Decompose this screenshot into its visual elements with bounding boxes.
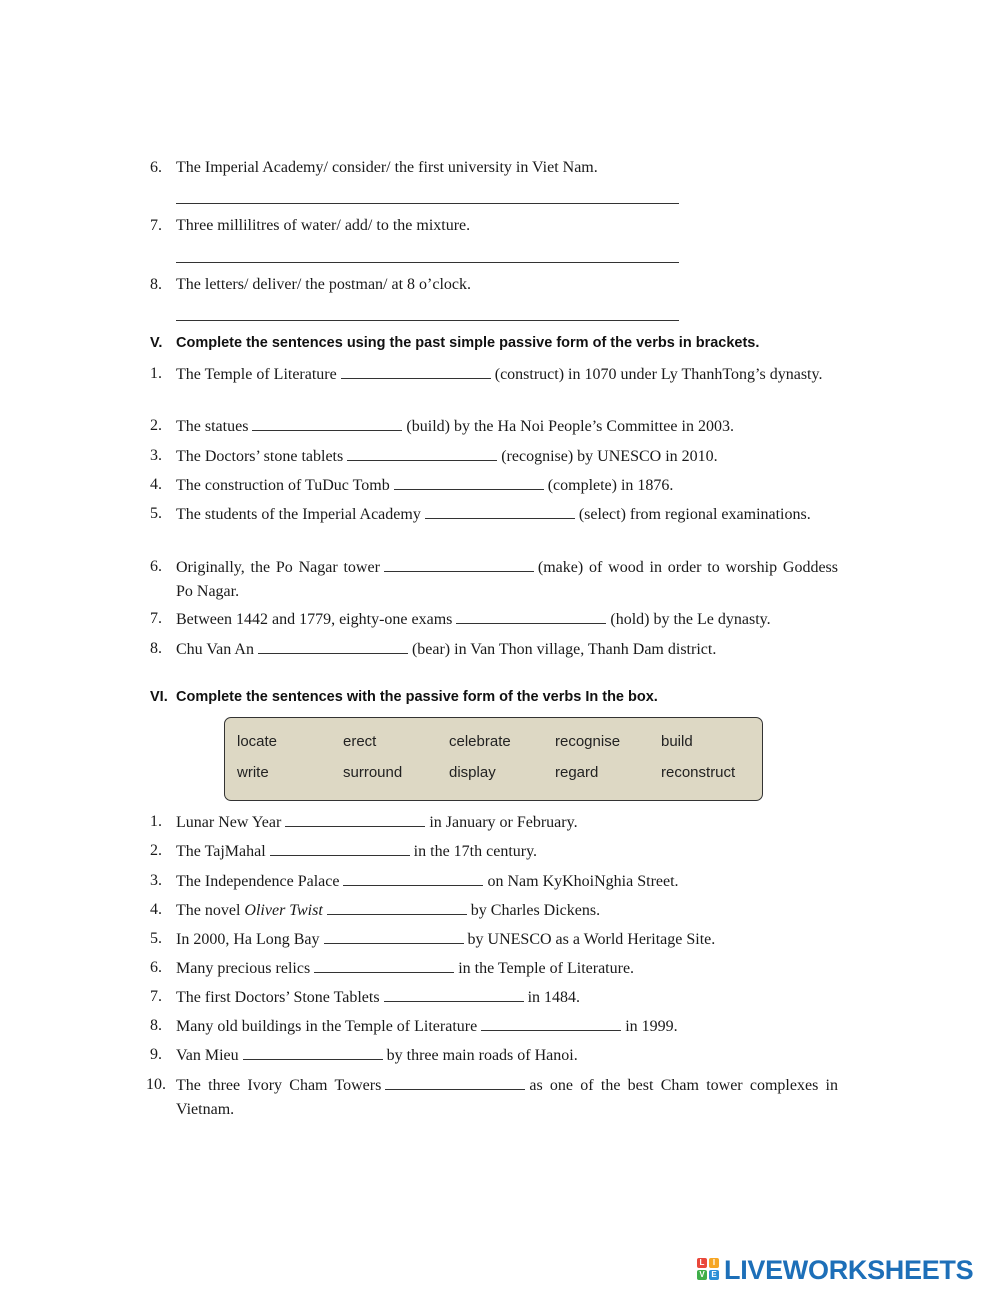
word-box-item: erect	[343, 733, 377, 750]
answer-blank[interactable]	[343, 869, 483, 886]
sentence-item: 7. Three millilitres of water/ add/ to the mixture.	[150, 217, 471, 234]
answer-blank[interactable]	[394, 473, 544, 490]
sentence-item: 2. The TajMahal in the 17th century.	[150, 839, 838, 864]
sentence-item: 5. The students of the Imperial Academy (select) from regional examinations.	[150, 502, 838, 527]
answer-blank[interactable]	[384, 555, 534, 572]
answer-blank[interactable]	[347, 444, 497, 461]
logo-blocks-icon: L I V E	[697, 1258, 721, 1282]
answer-blank[interactable]	[385, 1073, 525, 1090]
word-box-item: reconstruct	[661, 764, 736, 781]
word-box-item: celebrate	[449, 733, 511, 750]
sentence-item: 2. The statues (build) by the Ha Noi People’s Committee in 2003.	[150, 414, 838, 439]
answer-blank[interactable]	[384, 985, 524, 1002]
answer-line[interactable]	[176, 262, 679, 263]
section-heading: V. Complete the sentences using the past simple passive form of the verbs in brackets.	[150, 335, 760, 351]
answer-blank[interactable]	[425, 502, 575, 519]
answer-blank[interactable]	[270, 839, 410, 856]
answer-blank[interactable]	[243, 1043, 383, 1060]
word-box-item: regard	[555, 764, 599, 781]
sentence-item: 8. Chu Van An (bear) in Van Thon village, Thanh Dam district.	[150, 637, 838, 662]
sentence-item: 8. The letters/ deliver/ the postman/ at 8 o’clock.	[150, 276, 472, 293]
answer-blank[interactable]	[252, 414, 402, 431]
answer-blank[interactable]	[314, 956, 454, 973]
answer-blank[interactable]	[324, 927, 464, 944]
word-box	[224, 717, 763, 801]
sentence-item: 7. Between 1442 and 1779, eighty-one exams (hold) by the Le dynasty.	[150, 607, 838, 632]
word-box-item: display	[449, 764, 496, 781]
answer-blank[interactable]	[456, 607, 606, 624]
answer-blank[interactable]	[285, 810, 425, 827]
sentence-item: 9. Van Mieu by three main roads of Hanoi.	[150, 1043, 838, 1068]
word-box-item: locate	[237, 733, 278, 750]
section-heading: VI. Complete the sentences with the passive form of the verbs In the box.	[150, 689, 658, 705]
sentence-item: 6. Many precious relics in the Temple of Literature.	[150, 956, 838, 981]
answer-line[interactable]	[176, 203, 679, 204]
liveworksheets-logo	[697, 1255, 997, 1285]
word-box-item: write	[237, 764, 269, 781]
word-box-item: recognise	[555, 733, 621, 750]
answer-blank[interactable]	[481, 1014, 621, 1031]
sentence-item: 4. The novel Oliver Twist by Charles Dickens.	[150, 898, 838, 923]
sentence-item: 3. The Doctors’ stone tablets (recognise) by UNESCO in 2010.	[150, 444, 838, 469]
sentence-item: 4. The construction of TuDuc Tomb (complete) in 1876.	[150, 473, 838, 498]
sentence-item: 8. Many old buildings in the Temple of Literature in 1999.	[150, 1014, 838, 1039]
answer-blank[interactable]	[327, 898, 467, 915]
logo-text: LIVEWORKSHEETS	[724, 1255, 974, 1285]
sentence-item: 3. The Independence Palace on Nam KyKhoiNghia Street.	[150, 869, 838, 894]
sentence-item: 6. The Imperial Academy/ consider/ the first university in Viet Nam.	[150, 159, 598, 176]
word-box-item: surround	[343, 764, 403, 781]
word-box-item: build	[661, 733, 693, 750]
answer-blank[interactable]	[258, 637, 408, 654]
sentence-item: 1. Lunar New Year in January or February.	[150, 810, 838, 835]
sentence-item: 6. Originally, the Po Nagar tower (make) of wood in order to worship Goddess Po Nagar.	[150, 555, 838, 604]
sentence-item: 5. In 2000, Ha Long Bay by UNESCO as a World Heritage Site.	[150, 927, 838, 952]
answer-blank[interactable]	[341, 362, 491, 379]
sentence-item: 10. The three Ivory Cham Towers as one of the best Cham tower complexes in Vietnam.	[150, 1073, 838, 1122]
sentence-item: 7. The first Doctors’ Stone Tablets in 1484.	[150, 985, 838, 1010]
sentence-item: 1. The Temple of Literature (construct) in 1070 under Ly ThanhTong’s dynasty.	[150, 362, 838, 387]
answer-line[interactable]	[176, 320, 679, 321]
